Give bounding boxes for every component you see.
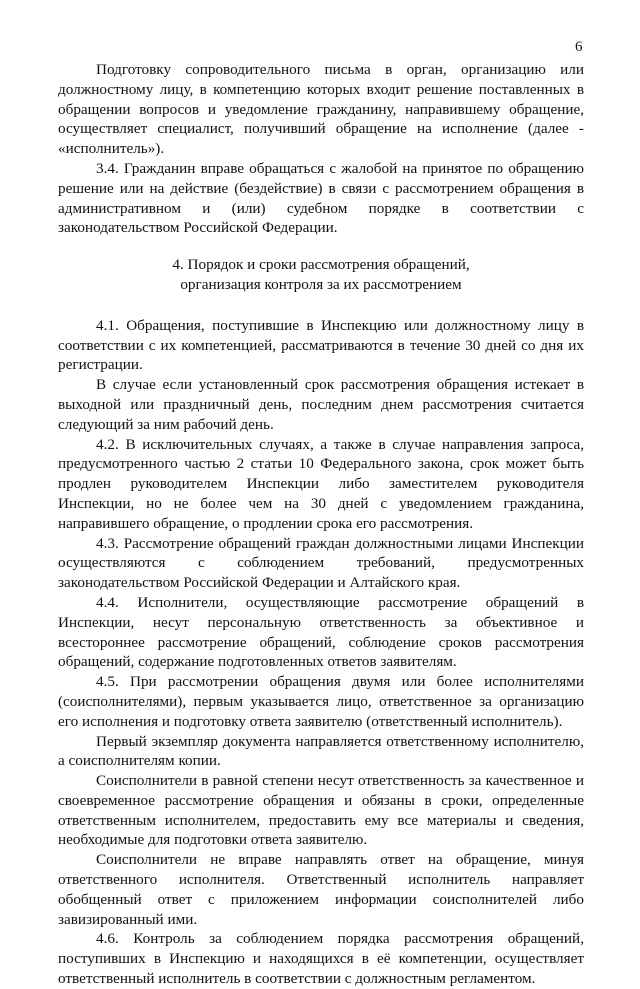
paragraph-cover-letter: Подготовку сопроводительного письма в орган, организацию или должностному лицу, в компетенцию которых входит решение поставленных в обращении вопросов и уведомление гражданину, направившему обращение, осуществляет специалист, получивший обращение на исполнение (далее - «исполнитель»). bbox=[58, 61, 584, 158]
paragraph-co-executors-responsibility: Соисполнители в равной степени несут ответственность за качественное и своевременное рассмотрение обращения и обязаны в сроки, определенные ответственным исполнителем, предоставить ему все материалы и сведения, необходимые для подготовки ответа заявителю. bbox=[58, 772, 584, 849]
paragraph-4-1: 4.1. Обращения, поступившие в Инспекцию или должностному лицу в соответствии с их компетенцией, рассматриваются в течение 30 дней со дня их регистрации. bbox=[58, 316, 584, 374]
paragraph-co-executors-restriction: Соисполнители не вправе направлять ответ на обращение, минуя ответственного исполнителя. Ответственный исполнитель направляет обобщенный ответ с приложением информации соисполнителей либо завизированный ими. bbox=[58, 851, 584, 928]
page-number: 6 bbox=[575, 39, 583, 55]
paragraph-4-5: 4.5. При рассмотрении обращения двумя или более исполнителями (соисполнителями), первым указывается лицо, ответственное за организацию его исполнения и подготовку ответа заявителю (ответственный исполнитель). bbox=[58, 673, 584, 730]
paragraph-4-3: 4.3. Рассмотрение обращений граждан должностными лицами Инспекции осуществляются с соблюдением требований, предусмотренных законодательством Российской Федерации и Алтайского края. bbox=[58, 534, 584, 592]
paragraph-first-copy: Первый экземпляр документа направляется ответственному исполнителю, а соисполнителям копии. bbox=[58, 732, 584, 770]
document-body bbox=[58, 60, 584, 989]
paragraph-4-4: 4.4. Исполнители, осуществляющие рассмотрение обращений в Инспекции, несут персональную ответственность за объективное и всестороннее рассмотрение обращений, соблюдение сроков рассмотрения обращений, содержание подготовленных ответов заявителям. bbox=[58, 593, 584, 671]
section-heading-line-1: 4. Порядок и сроки рассмотрения обращений, bbox=[172, 256, 470, 274]
paragraph-3-4: 3.4. Гражданин вправе обращаться с жалобой на принятое по обращению решение или на действие (бездействие) в связи с рассмотрением обращения в административном и (или) судебном порядке в соответствии с законодательством Российской Федерации. bbox=[58, 159, 584, 237]
paragraph-holiday-rule: В случае если установленный срок рассмотрения обращения истекает в выходной или праздничный день, последним днем рассмотрения считается следующий за ним рабочий день. bbox=[58, 376, 584, 433]
section-heading bbox=[58, 255, 584, 295]
section-heading-line-2: организация контроля за их рассмотрением bbox=[180, 275, 462, 293]
paragraph-4-2: 4.2. В исключительных случаях, а также в случае направления запроса, предусмотренного частью 2 статьи 10 Федерального закона, срок может быть продлен руководителем Инспекции либо заместителем руководителя Инспекции, но не более чем на 30 дней с уведомлением гражданина, направившего обращение, о продлении срока его рассмотрения. bbox=[58, 435, 584, 532]
paragraph-4-6: 4.6. Контроль за соблюдением порядка рассмотрения обращений, поступивших в Инспекцию и находящихся в её компетенции, осуществляет ответственный исполнитель в соответствии с должностным регламентом. bbox=[58, 930, 584, 988]
